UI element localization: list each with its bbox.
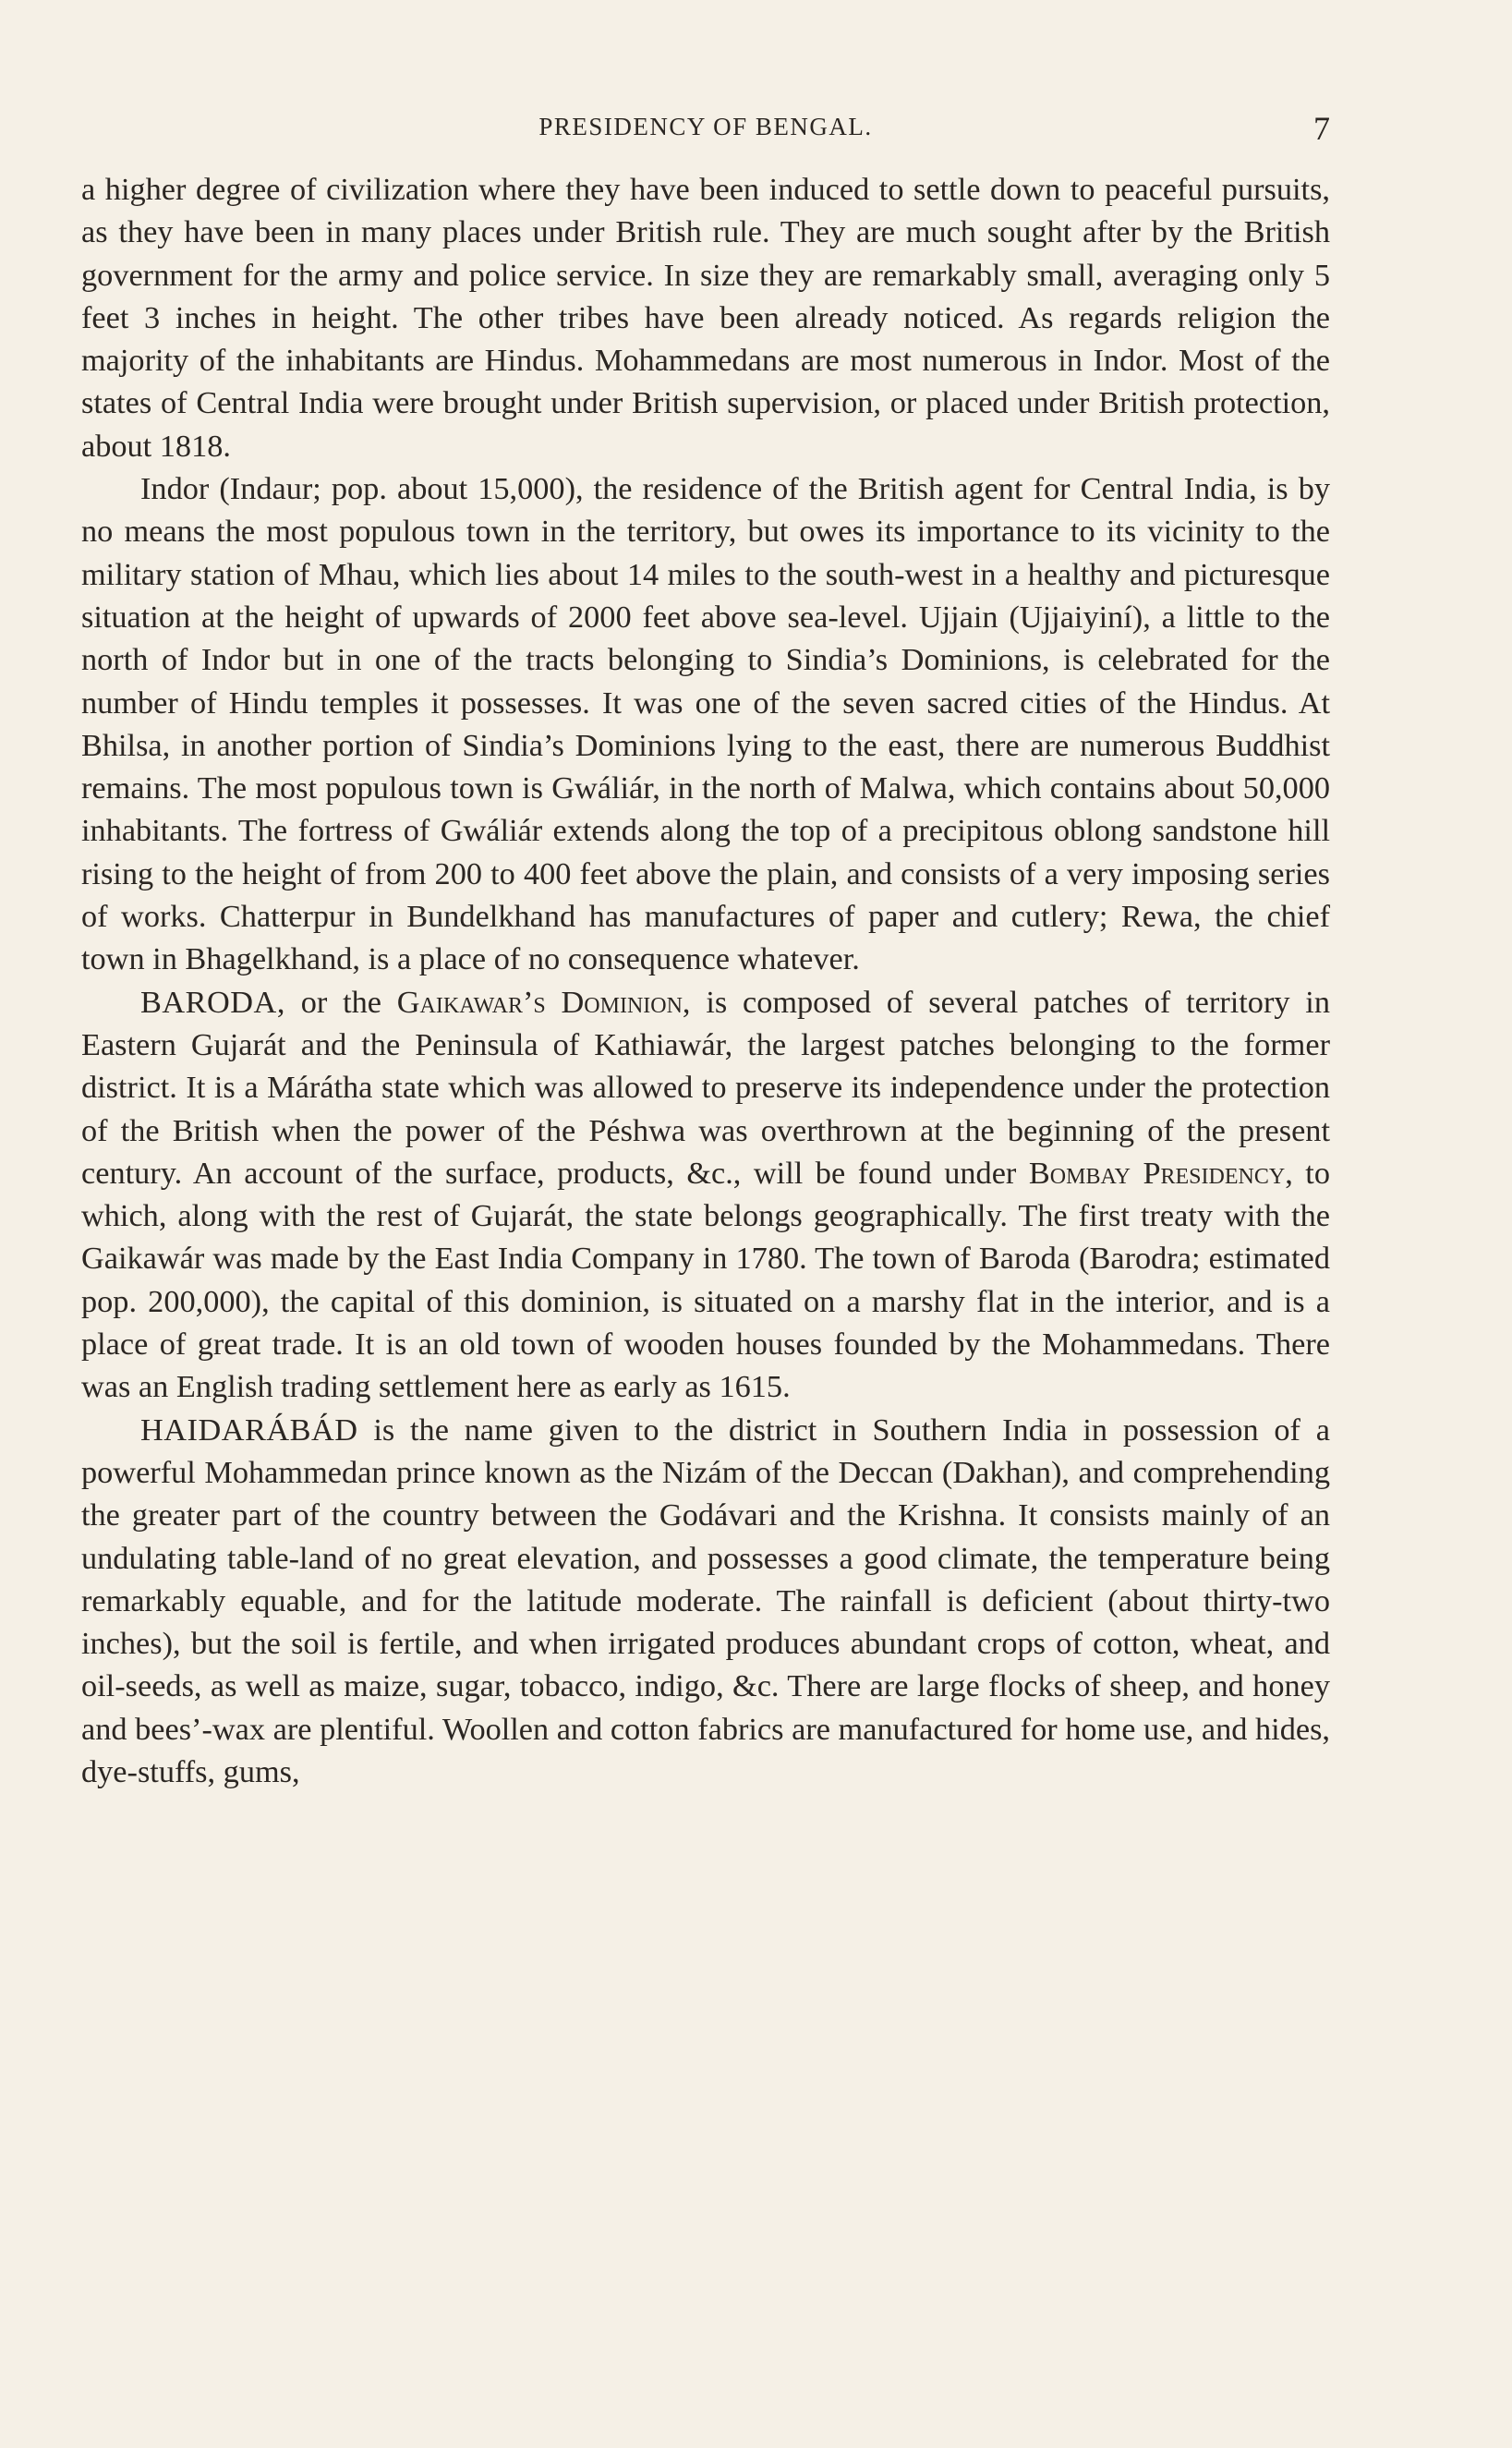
paragraph-text: is composed of several patches of territory in Eastern Gujarát and the Peninsula of Kathiawár, the largest patches belonging to the former district. It is a Márátha state which was allowed to preserve its independence under the protection of the British when the power of the Péshwa was overthrown at the beginning of the present century. An account of the surface, products, &c., will be found under [81,984,1330,1191]
section-subheading-gaikawar: Gaikawar’s Dominion, [396,984,691,1020]
paragraph-haidarabad [81,1409,1330,1794]
paragraph-indor: Indor (Indaur; pop. about 15,000), the residence of the British agent for Central India, is by no means the most populous town in the territory, but owes its importance to its vicinity to the military station of Mhau, which lies about 14 miles to the south-west in a healthy and picturesque situation at the height of upwards of 2000 feet above sea-level. Ujjain (Ujjaiyiní), a little to the north of Indor but in one of the tracts belonging to Sindia’s Dominions, is celebrated for the number of Hindu temples it possesses. It was one of the seven sacred cities of the Hindus. At Bhilsa, in another portion of Sindia’s Dominions lying to the east, there are numerous Buddhist remains. The most populous town is Gwáliár, in the north of Malwa, which contains about 50,000 inhabitants. The fortress of Gwáliár extends along the top of a precipitous oblong sandstone hill rising to the height of from 200 to 400 feet above the plain, and consists of a very imposing series of works. Chatterpur in Bundelkhand has manufactures of paper and cutlery; Rewa, the chief town in Bhagelkhand, is a place of no consequence whatever. [81,471,1330,977]
page-number: 7 [1313,110,1330,147]
paragraph-text: is the name given to the district in Southern India in possession of a powerful Mohammedan prince known as the Nizám of the Deccan (Dakhan), and comprehending the greater part of the country between the Godávari and the Krishna. It consists mainly of an undulating table-land of no great elevation, and possesses a good climate, the temperature being remarkably equable, and for the latitude moderate. The rainfall is deficient (about thirty-two inches), but the soil is fertile, and when irrigated produces abundant crops of cotton, wheat, and oil-seeds, as well as maize, sugar, tobacco, indigo, &c. There are large flocks of sheep, and honey and bees’-wax are plentiful. Woollen and cotton fabrics are manufactured for home use, and hides, dye-stuffs, gums, [81,1412,1330,1789]
body-text [81,168,1330,1793]
paragraph-connector: or the [284,984,397,1020]
running-head [81,109,1330,146]
paragraph-central-india-people: a higher degree of civilization where they have been induced to settle down to peaceful pursuits, as they have been in many places under British rule. They are much sought after by the British government for the army and police service. In size they are remarkably small, averaging only 5 feet 3 inches in height. The other tribes have been already noticed. As regards religion the majority of the inhabitants are Hindus. Mohammedans are most numerous in Indor. Most of the states of Central India were brought under British supervision, or placed under British protection, about 1818. [81,172,1330,464]
paragraph-text: to which, along with the rest of Gujarát, the state belongs geographically. The first treaty with the Gaikawár was made by the East India Company in 1780. The town of Baroda (Barodra; estimated pop. 200,000), the capital of this dominion, is situated on a marshy flat in the interior, and is a place of great trade. It is an old town of wooden houses founded by the Mohammedans. There was an English trading settlement here as early as 1615. [81,1155,1330,1405]
section-heading-haidarabad: HAIDARÁBÁD [140,1412,358,1448]
running-title: PRESIDENCY OF BENGAL. [538,113,873,140]
cross-reference-bombay: Bombay Presidency, [1028,1155,1293,1191]
paragraph-baroda [81,981,1330,1409]
section-heading-baroda: BARODA, [140,984,285,1020]
